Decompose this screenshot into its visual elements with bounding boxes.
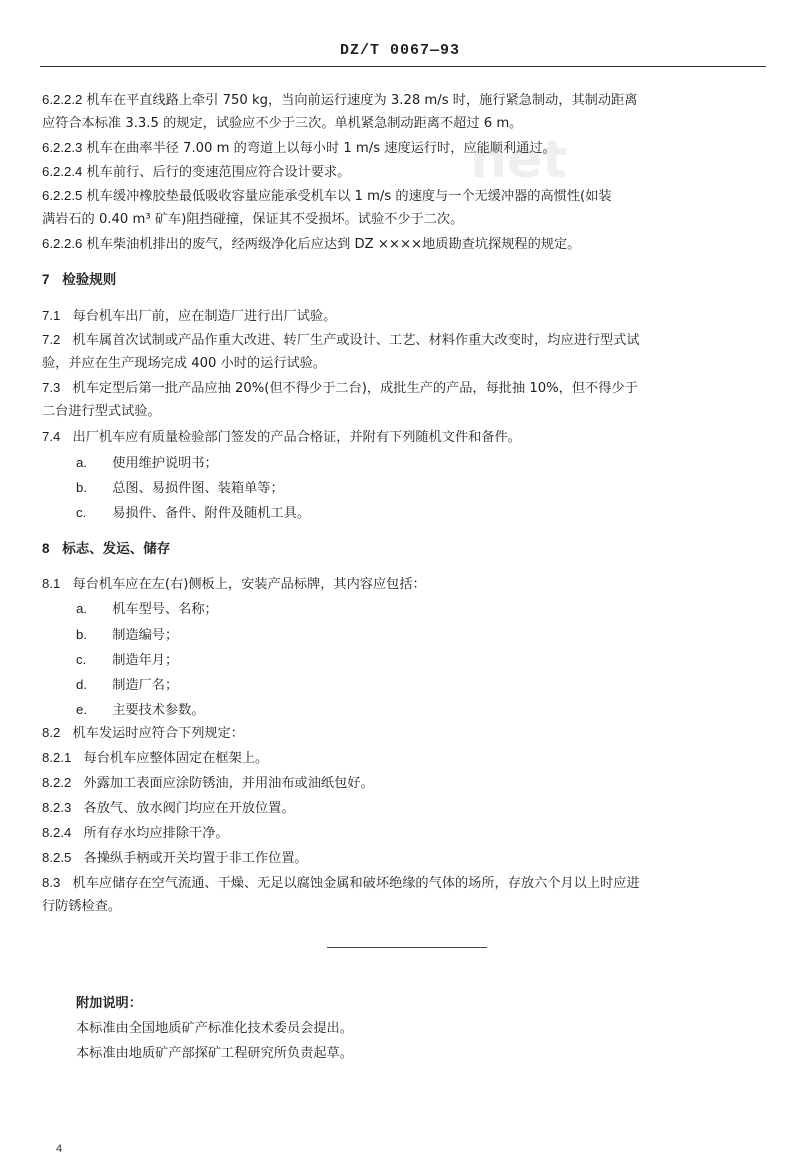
notes-title: 附加说明：: [76, 996, 142, 1011]
list-label: b.: [76, 627, 87, 642]
clause-number: 8.1: [42, 576, 61, 591]
list-text: 制造厂名；: [112, 678, 179, 693]
list-item: [76, 651, 178, 670]
page-number: 4: [56, 1143, 63, 1155]
section-title: 检验规则: [62, 272, 117, 288]
list-item: [76, 676, 178, 695]
clause-text: 每台机车应在左(右)侧板上，安装产品标牌，其内容应包括：: [72, 577, 426, 592]
clause-number: 6.2.2.5: [42, 188, 83, 203]
list-label: a.: [76, 601, 87, 616]
clause-6-2-2-5: [42, 187, 612, 206]
section-7-heading: [42, 271, 116, 289]
clause-7-2-cont: 验，并应在生产现场完成 400 小时的运行试验。: [42, 356, 327, 371]
clause-6-2-2-4: [42, 163, 350, 182]
clause-8-1: [42, 575, 426, 594]
page-header: DZ/T 0067—93: [339, 42, 461, 59]
clause-8-2-2: [42, 774, 374, 793]
clause-text: 机车发运时应符合下列规定：: [72, 726, 244, 741]
clause-number: 8.2.2: [42, 775, 72, 790]
list-label: d.: [76, 677, 87, 692]
clause-text: 机车在曲率半径 7.00 m 的弯道上以每小时 1 m/s 速度运行时，应能顺利通过。: [86, 141, 556, 156]
clause-6-2-2-2: [42, 91, 637, 110]
list-text: 制造编号；: [112, 628, 179, 643]
clause-number: 8.2.4: [42, 825, 72, 840]
clause-number: 7.4: [42, 429, 61, 444]
list-item: [76, 479, 284, 498]
section-number: 8: [42, 541, 50, 556]
clause-8-3: [42, 874, 640, 893]
clause-number: 7.3: [42, 380, 61, 395]
list-text: 总图、易损件图、装箱单等；: [112, 481, 284, 496]
section-8-heading: [42, 540, 170, 558]
clause-number: 6.2.2.3: [42, 140, 83, 155]
list-item: [76, 626, 178, 645]
clause-text: 每台机车应整体固定在框架上。: [83, 751, 269, 766]
clause-number: 8.2.1: [42, 750, 72, 765]
clause-text: 机车属首次试制或产品作重大改进、转厂生产或设计、工艺、材料作重大改变时，均应进行型式试: [72, 333, 640, 348]
clause-number: 8.2.3: [42, 800, 72, 815]
clause-number: 8.3: [42, 875, 61, 890]
list-text: 使用维护说明书；: [112, 456, 218, 471]
clause-7-3-cont: 二台进行型式试验。: [42, 404, 161, 419]
clause-6-2-2-6: [42, 235, 580, 254]
clause-number: 7.2: [42, 332, 61, 347]
list-label: b.: [76, 480, 87, 495]
clause-number: 8.2.5: [42, 850, 72, 865]
list-label: e.: [76, 702, 87, 717]
clause-8-2: [42, 724, 244, 743]
clause-text: 机车前行、后行的变速范围应符合设计要求。: [86, 165, 351, 180]
clause-number: 7.1: [42, 308, 61, 323]
list-item: [76, 454, 218, 473]
notes-line: 本标准由全国地质矿产标准化技术委员会提出。: [76, 1021, 353, 1036]
list-label: c.: [76, 652, 87, 667]
clause-7-4: [42, 428, 521, 447]
clause-text: 机车缓冲橡胶垫最低吸收容量应能承受机车以 1 m/s 的速度与一个无缓冲器的高惯性(如装: [86, 189, 612, 204]
clause-text: 机车应储存在空气流通、干燥、无足以腐蚀金属和破坏绝缘的气体的场所，存放六个月以上时应进: [72, 876, 640, 891]
clause-6-2-2-2-cont: 应符合本标准 3.3.5 的规定，试验应不少于三次。单机紧急制动距离不超过 6 m。: [42, 116, 523, 131]
end-rule: [327, 947, 487, 948]
clause-text: 各放气、放水阀门均应在开放位置。: [83, 801, 295, 816]
clause-text: 机车柴油机排出的废气，经两级净化后应达到 DZ ××××地质勘查坑探规程的规定。: [86, 237, 581, 252]
section-title: 标志、发运、储存: [62, 541, 171, 557]
clause-8-2-1: [42, 749, 268, 768]
clause-8-2-5: [42, 849, 308, 868]
clause-6-2-2-5-cont: 满岩石的 0.40 m³ 矿车)阻挡碰撞，保证其不受损坏。试验不少于二次。: [42, 212, 464, 227]
watermark: net: [470, 130, 568, 190]
list-label: a.: [76, 455, 87, 470]
list-item: [76, 504, 310, 523]
clause-text: 所有存水均应排除干净。: [83, 826, 229, 841]
list-text: 易损件、备件、附件及随机工具。: [112, 506, 311, 521]
clause-text: 各操纵手柄或开关均置于非工作位置。: [83, 851, 308, 866]
clause-6-2-2-3: [42, 139, 556, 158]
clause-7-2: [42, 331, 640, 350]
header-rule: [40, 66, 766, 67]
list-text: 机车型号、名称；: [112, 602, 218, 617]
clause-text: 每台机车出厂前，应在制造厂进行出厂试验。: [72, 309, 337, 324]
clause-8-3-cont: 行防锈检查。: [42, 899, 122, 914]
section-number: 7: [42, 272, 50, 287]
clause-text: 外露加工表面应涂防锈油，并用油布或油纸包好。: [83, 776, 374, 791]
clause-number: 6.2.2.2: [42, 92, 83, 107]
clause-text: 出厂机车应有质量检验部门签发的产品合格证，并附有下列随机文件和备件。: [72, 430, 521, 445]
clause-number: 6.2.2.4: [42, 164, 83, 179]
clause-text: 机车在平直线路上牵引 750 kg，当向前运行速度为 3.28 m/s 时，施行紧急制动，其制动距离: [86, 93, 638, 108]
clause-8-2-3: [42, 799, 295, 818]
notes-line: 本标准由地质矿产部探矿工程研究所负责起草。: [76, 1046, 353, 1061]
clause-7-1: [42, 307, 336, 326]
clause-8-2-4: [42, 824, 229, 843]
list-label: c.: [76, 505, 87, 520]
list-item: [76, 600, 218, 619]
clause-7-3: [42, 379, 638, 398]
clause-number: 8.2: [42, 725, 61, 740]
clause-text: 机车定型后第一批产品应抽 20%(但不得少于二台)，成批生产的产品，每批抽 10%，但不得少于: [72, 381, 638, 396]
clause-number: 6.2.2.6: [42, 236, 83, 251]
list-text: 主要技术参数。: [112, 703, 205, 718]
list-item: [76, 701, 205, 720]
list-text: 制造年月；: [112, 653, 179, 668]
